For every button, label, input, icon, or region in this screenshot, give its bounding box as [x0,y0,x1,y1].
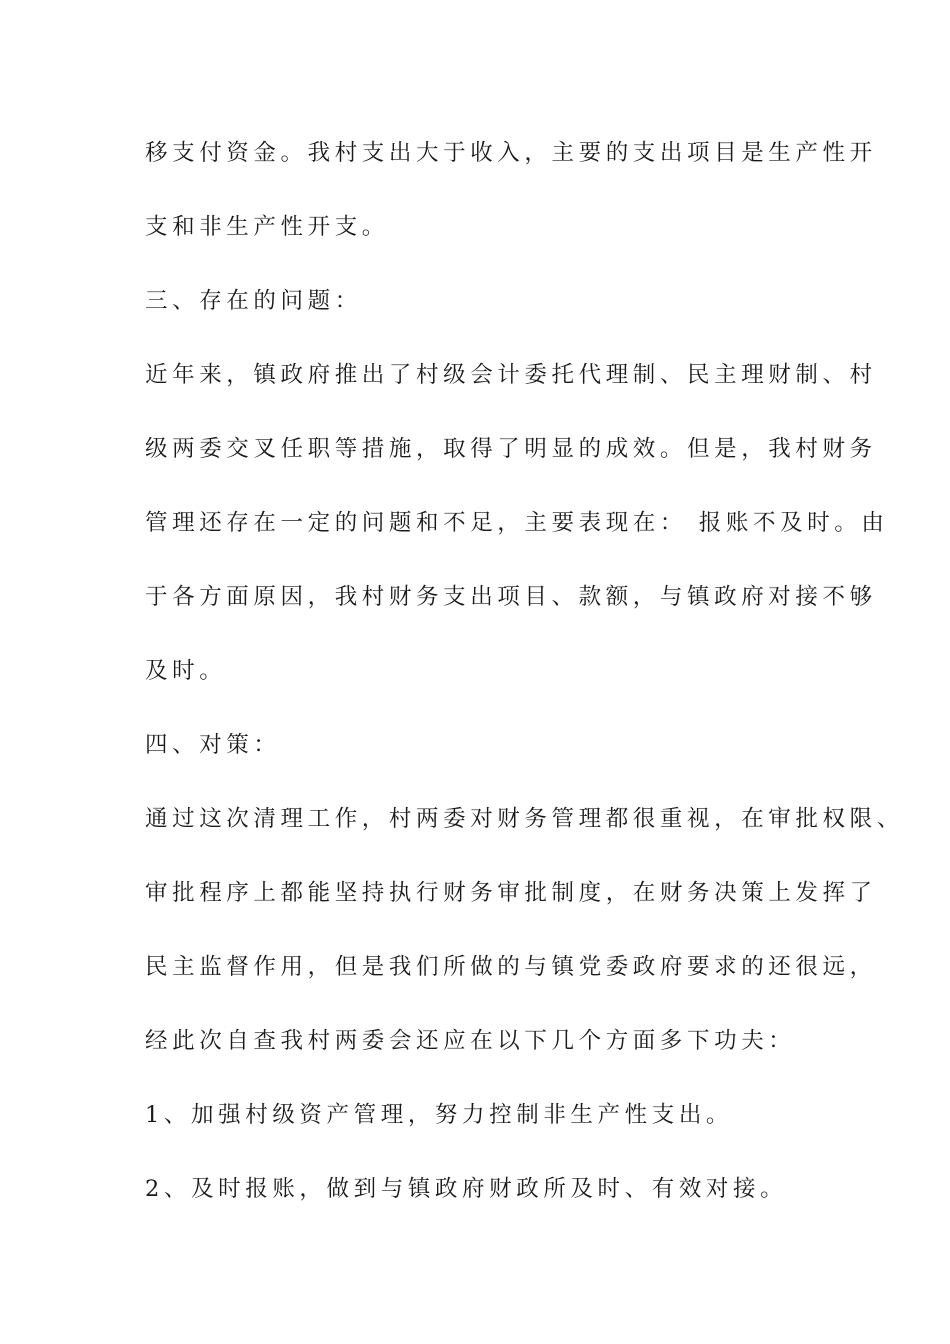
text-line: 民主监督作用，但是我们所做的与镇党委政府要求的还很远， [145,954,877,980]
text-line: 支和非生产性开支。 [145,214,389,240]
text-line: 级两委交叉任职等措施，取得了明显的成效。但是，我村财务 [145,436,877,462]
text-line: 经此次自查我村两委会还应在以下几个方面多下功夫： [145,1028,796,1054]
section-heading-problems: 三、存在的问题： [145,288,362,314]
text-line: 通过这次清理工作，村两委对财务管理都很重视，在审批权限、 [145,806,904,832]
section-heading-countermeasures: 四、对策： [145,732,281,758]
list-item: 1、加强村级资产管理，努力控制非生产性支出。 [145,1102,734,1128]
text-line: 近年来，镇政府推出了村级会计委托代理制、民主理财制、村 [145,362,877,388]
text-line: 移支付资金。我村支出大于收入，主要的支出项目是生产性开 [145,140,877,166]
text-line: 及时。 [145,658,227,684]
text-line: 于各方面原因，我村财务支出项目、款额，与镇政府对接不够 [145,584,877,610]
text-line: 管理还存在一定的问题和不足，主要表现在： 报账不及时。由 [145,510,889,536]
text-line: 审批程序上都能坚持执行财务审批制度，在财务决策上发挥了 [145,880,877,906]
list-item: 2、及时报账，做到与镇政府财政所及时、有效对接。 [145,1176,788,1202]
